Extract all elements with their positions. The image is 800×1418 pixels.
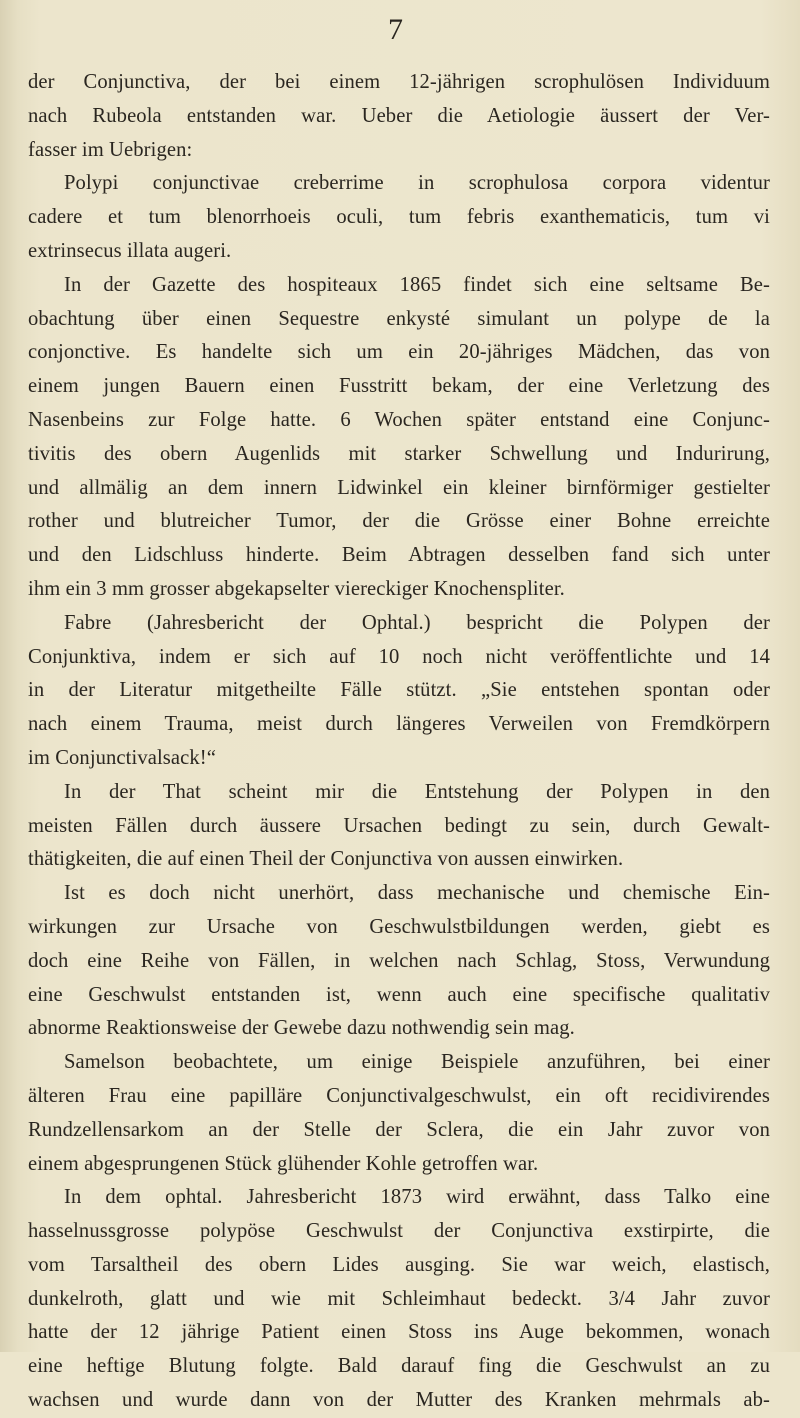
- text-line: abnorme Reaktionsweise der Gewebe dazu nothwendig sein mag.: [28, 1017, 575, 1040]
- text-line: Polypi conjunctivae creberrime in scrophulosa corpora videntur: [64, 172, 770, 195]
- text-line: nach einem Trauma, meist durch längeres Verweilen von Fremdkörpern: [28, 713, 770, 736]
- text-line: ihm ein 3 mm grosser abgekapselter viereckiger Knochenspliter.: [28, 577, 565, 600]
- page-number: 7: [388, 13, 403, 46]
- text-line: hasselnussgrosse polypöse Geschwulst der Conjunctiva exstirpirte, die: [28, 1220, 770, 1243]
- text-line: einem jungen Bauern einen Fusstritt bekam, der eine Verletzung des: [28, 375, 770, 398]
- text-line: Conjunktiva, indem er sich auf 10 noch nicht veröffentlichte und 14: [28, 645, 770, 668]
- text-line: einem abgesprungenen Stück glühender Kohle getroffen war.: [28, 1152, 539, 1175]
- text-line: tivitis des obern Augenlids mit starker Schwellung und Indurirung,: [28, 442, 770, 465]
- text-line: wirkungen zur Ursache von Geschwulstbildungen werden, giebt es: [28, 915, 770, 938]
- text-line: cadere et tum blenorrhoeis oculi, tum febris exanthematicis, tum vi: [28, 206, 770, 229]
- text-line: wachsen und wurde dann von der Mutter des Kranken mehrmals ab-: [28, 1389, 770, 1412]
- text-line: im Conjunctivalsack!“: [28, 746, 216, 769]
- text-line: In dem ophtal. Jahresbericht 1873 wird erwähnt, dass Talko eine: [64, 1186, 770, 1209]
- text-line: fasser im Uebrigen:: [28, 138, 193, 161]
- text-line: thätigkeiten, die auf einen Theil der Conjunctiva von aussen einwirken.: [28, 848, 624, 871]
- text-line: obachtung über einen Sequestre enkysté simulant un polype de la: [28, 307, 770, 330]
- text-line: eine heftige Blutung folgte. Bald darauf fing die Geschwulst an zu: [28, 1355, 770, 1378]
- text-line: doch eine Reihe von Fällen, in welchen nach Schlag, Stoss, Verwundung: [28, 949, 770, 972]
- text-line: In der That scheint mir die Entstehung der Polypen in den: [64, 780, 770, 803]
- text-line: und allmälig an dem innern Lidwinkel ein kleiner birnförmiger gestielter: [28, 476, 770, 499]
- text-line: Fabre (Jahresbericht der Ophtal.) bespricht die Polypen der: [64, 611, 770, 634]
- text-line: in der Literatur mitgetheilte Fälle stützt. „Sie entstehen spontan oder: [28, 679, 770, 702]
- text-line: eine Geschwulst entstanden ist, wenn auch eine specifische qualitativ: [28, 983, 770, 1006]
- text-line: der Conjunctiva, der bei einem 12-jährigen scrophulösen Individuum: [28, 71, 770, 93]
- text-line: Samelson beobachtete, um einige Beispiele anzuführen, bei einer: [64, 1051, 770, 1074]
- text-line: Nasenbeins zur Folge hatte. 6 Wochen später entstand eine Conjunc-: [28, 408, 770, 431]
- text-line: extrinsecus illata augeri.: [28, 239, 232, 262]
- text-line: Rundzellensarkom an der Stelle der Sclera, die ein Jahr zuvor von: [28, 1118, 770, 1141]
- text-line: meisten Fällen durch äussere Ursachen bedingt zu sein, durch Gewalt-: [28, 814, 770, 837]
- text-line: dunkelroth, glatt und wie mit Schleimhaut bedeckt. 3/4 Jahr zuvor: [28, 1287, 770, 1310]
- text-line: rother und blutreicher Tumor, der die Grösse einer Bohne erreichte: [28, 510, 770, 533]
- body-text: [28, 66, 770, 1418]
- text-line: älteren Frau eine papilläre Conjunctivalgeschwulst, ein oft recidivirendes: [28, 1084, 770, 1107]
- text-line: In der Gazette des hospiteaux 1865 findet sich eine seltsame Be-: [64, 273, 770, 296]
- text-line: Ist es doch nicht unerhört, dass mechanische und chemische Ein-: [64, 882, 770, 905]
- text-line: hatte der 12 jährige Patient einen Stoss ins Auge bekommen, wonach: [28, 1321, 770, 1344]
- text-line: conjonctive. Es handelte sich um ein 20-jähriges Mädchen, das von: [28, 341, 770, 364]
- text-line: und den Lidschluss hinderte. Beim Abtragen desselben fand sich unter: [28, 544, 770, 567]
- text-line: vom Tarsaltheil des obern Lides ausging. Sie war weich, elastisch,: [28, 1253, 770, 1276]
- text-line: nach Rubeola entstanden war. Ueber die Aetiologie äussert der Ver-: [28, 104, 770, 127]
